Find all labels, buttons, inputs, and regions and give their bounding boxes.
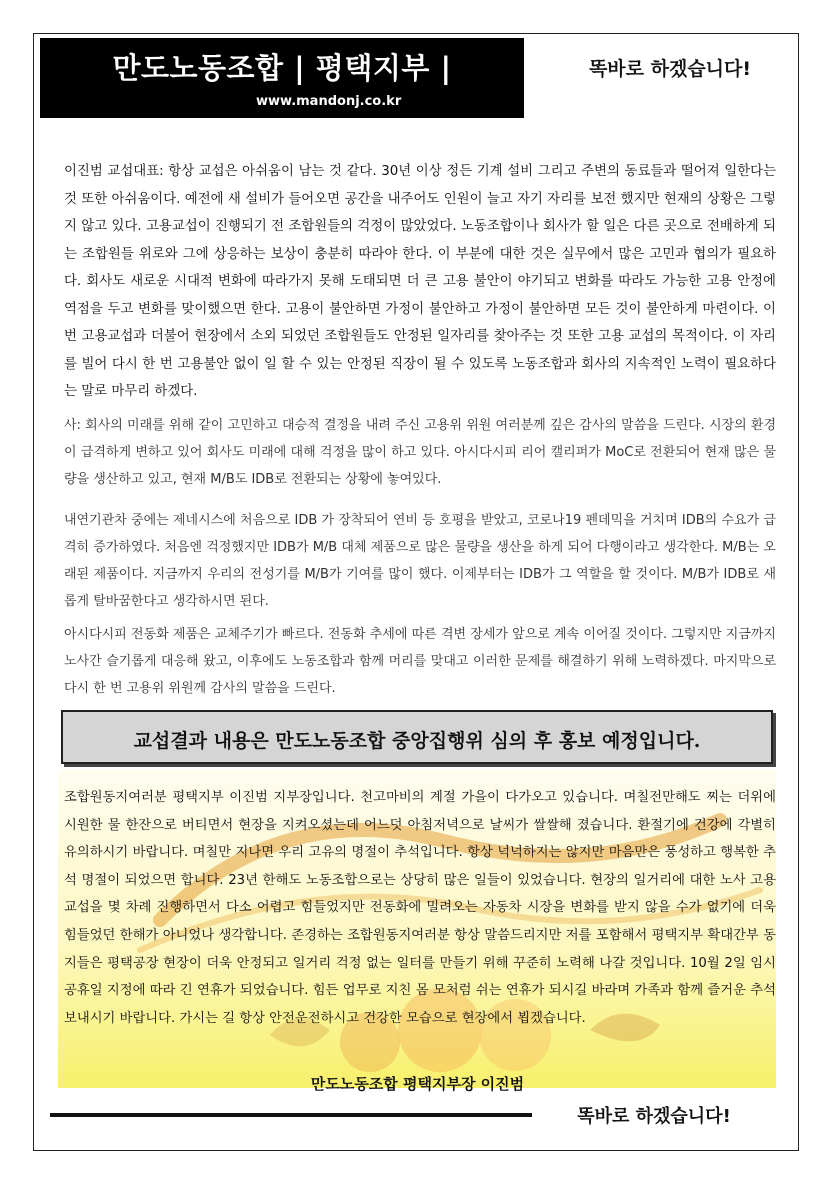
slogan-bottom: 똑바로 하겠습니다!: [577, 1106, 731, 1127]
website-url: www.mandonj.co.kr: [256, 94, 402, 109]
notice-box: [61, 710, 773, 764]
org-title: 만도노동조합 | 평택지부 |: [112, 51, 452, 85]
paragraph-company-2: 내연기관차 중에는 제네시스에 처음으로 IDB 가 장착되어 연비 등 호평을 받았고, 코로나19 펜데믹을 거치며 IDB의 수요가 급격히 증가하였다. 처음엔 걱정했지만 IDB가 M/B 대체 제품으로 많은 물량을 생산을 하게 되어 다행이라고 생각한다. M/B는 오래된 제품이다. 지금까지 우리의 전성기를 M/B가 기여를 많이 했다. 이제부터는 IDB가 그 역할을 할 것이다. M/B가 IDB로 새롭게 탈바꿈한다고 생각하시면 된다.: [64, 513, 776, 609]
paragraph-negotiator: 이진범 교섭대표: 항상 교섭은 아쉬움이 남는 것 같다. 30년 이상 정든 기계 설비 그리고 주변의 동료들과 떨어져 일한다는 것 또한 아쉬움이다. 예전에 새 설비가 들어오면 공간을 내주어도 인원이 늘고 자기 자리를 보전 했지만 현재의 상황은 그렇지 않고 있다. 고용교섭이 진행되기 전 조합원들의 걱정이 많았었다. 노동조합이나 회사가 할 일은 다른 곳으로 전배하게 되는 조합원들 위로와 그에 상응하는 보상이 충분히 따라야 한다. 이 부분에 대한 것은 실무에서 많은 고민과 협의가 필요하다. 회사도 새로운 시대적 변화에 따라가지 못해 도태되면 더 큰 고용 불안이 야기되고 변화를 따라도 가능한 고용 안정에 역점을 두고 변화를 맞이했으면 한다. 고용이 불안하면 가정이 불안하고 가정이 불안하면 모든 것이 불안하게 마련이다. 이번 고용교섭과 더불어 현장에서 소외 되었던 조합원들도 안정된 일자리를 찾아주는 것 또한 고용 교섭의 목적이다. 이 자리를 빌어 다시 한 번 고용불안 없이 일 할 수 있는 안정된 직장이 될 수 있도록 노동조합과 회사의 지속적인 노력이 필요하다는 말로 마무리 하겠다.: [64, 164, 776, 399]
header-banner: [40, 38, 524, 118]
greeting-paragraph: 조합원동지여러분 평택지부 이진범 지부장입니다. 천고마비의 계절 가을이 다가오고 있습니다. 며칠전만해도 찌는 더위에 시원한 물 한잔으로 버티면서 현장을 지켜오셨는데 어느덧 아침저녁으로 날씨가 쌀쌀해 졌습니다. 환절기에 건강에 각별히 유의하시기 바랍니다. 며칠만 지나면 우리 고유의 명절이 추석입니다. 항상 넉넉하지는 않지만 마음만은 풍성하고 행복한 추석 명절이 되었으면 합니다. 23년 한해도 노동조합으로는 상당히 많은 일들이 있었습니다. 현장의 일거리에 대한 노사 고용교섭을 몇 차례 진행하면서 다소 어렵고 힘들었지만 전동화에 밀려오는 자동차 시장을 변화를 받지 않을 수가 없기에 더욱 힘들었던 한해가 아니었나 생각합니다. 존경하는 조합원동지여러분 항상 말씀드리지만 저를 포함해서 평택지부 확대간부 동지들은 평택공장 현장이 더욱 안정되고 일거리 걱정 없는 일터를 만들기 위해 꾸준히 노력해 나갈 것입니다. 10월 2일 임시공휴일 지정에 따라 긴 연휴가 되었습니다. 힘든 업무로 지친 몸 모처럼 쉬는 연휴가 되시길 바라며 가족과 함께 즐거운 추석 보내시기 바랍니다. 가시는 길 항상 안전운전하시고 건강한 모습으로 현장에서 뵙겠습니다.: [64, 790, 776, 1026]
paragraph-company-3: 아시다시피 전동화 제품은 교체주기가 빠르다. 전동화 추세에 따른 격변 장세가 앞으로 계속 이어질 것이다. 그렇지만 지금까지 노사간 슬기롭게 대응해 왔고, 이후에도 노동조합과 함께 머리를 맞대고 이러한 문제를 해결하기 위해 노력하겠다. 마지막으로 다시 한 번 고용위 위원께 감사의 말씀을 드린다.: [64, 627, 776, 696]
paragraph-company-1: 사: 회사의 미래를 위해 같이 고민하고 대승적 결정을 내려 주신 고용위 위원 여러분께 깊은 감사의 말씀을 드린다. 시장의 환경이 급격하게 변하고 있어 회사도 미래에 대해 걱정을 많이 하고 있다. 아시다시피 리어 캘리퍼가 MoC로 전환되어 현재 많은 물량을 생산하고 있고, 현재 M/B도 IDB로 전환되는 상황에 놓여있다.: [64, 418, 776, 487]
footer-rule: [50, 1113, 532, 1117]
notice-text: 교섭결과 내용은 만도노동조합 중앙집행위 심의 후 홍보 예정입니다.: [133, 730, 701, 752]
signature: 만도노동조합 평택지부장 이진범: [310, 1075, 525, 1093]
slogan-top: 똑바로 하겠습니다!: [588, 58, 752, 80]
